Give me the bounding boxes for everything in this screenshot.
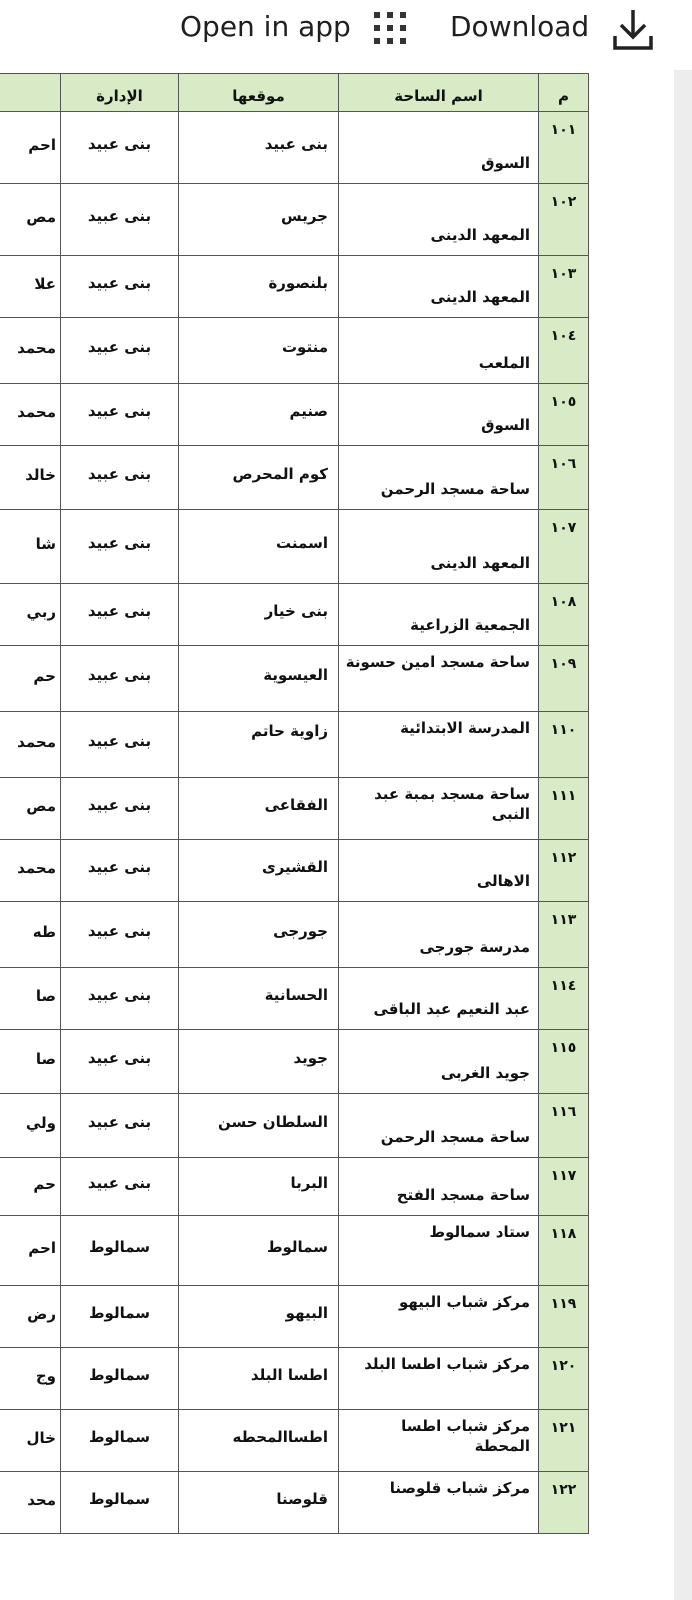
row-admin: بنى عبيد [61,1094,179,1158]
row-square-name: ساحة مسجد بمبة عبد النبى [339,778,539,840]
row-responsible: حم [0,1158,61,1216]
row-responsible: محمد [0,712,61,778]
table-row [0,968,589,1030]
row-admin: بنى عبيد [61,318,179,384]
row-number: ١٢٢ [539,1472,589,1534]
row-responsible: وج [0,1348,61,1410]
row-admin: بنى عبيد [61,840,179,902]
row-location: زاوية حاتم [179,712,339,778]
table-row [0,256,589,318]
row-admin: سمالوط [61,1410,179,1472]
row-square-name: السوق [339,384,539,446]
row-location: قلوصنا [179,1472,339,1534]
row-square-name: ساحة مسجد الرحمن [339,1094,539,1158]
row-responsible: ولي [0,1094,61,1158]
row-location: اطساالمحطه [179,1410,339,1472]
row-number: ١١٤ [539,968,589,1030]
row-square-name: مركز شباب قلوصنا [339,1472,539,1534]
viewer-scroll-gutter[interactable] [674,70,692,1600]
row-location: جورجى [179,902,339,968]
row-square-name: الاهالى [339,840,539,902]
table-row [0,646,589,712]
row-location: كوم المحرص [179,446,339,510]
row-location: بلنصورة [179,256,339,318]
table-row [0,318,589,384]
table-row [0,1094,589,1158]
table-row [0,1286,589,1348]
row-location: بنى عبيد [179,112,339,184]
row-responsible: محمد [0,840,61,902]
row-location: بنى خيار [179,584,339,646]
row-responsible: علا [0,256,61,318]
row-number: ١٠٦ [539,446,589,510]
row-responsible: محمد [0,384,61,446]
row-square-name: عبد النعيم عبد الباقى [339,968,539,1030]
table-row [0,840,589,902]
apps-grid-icon[interactable] [374,12,408,46]
row-number: ١١٨ [539,1216,589,1286]
row-admin: بنى عبيد [61,778,179,840]
table-row [0,584,589,646]
row-square-name: المعهد الدينى [339,256,539,318]
row-number: ١١٣ [539,902,589,968]
row-responsible: طه [0,902,61,968]
row-number: ١١٦ [539,1094,589,1158]
row-admin: بنى عبيد [61,968,179,1030]
row-square-name: مدرسة جورجى [339,902,539,968]
download-arrow-icon[interactable] [612,6,654,52]
row-number: ١٠٥ [539,384,589,446]
row-responsible: مص [0,184,61,256]
row-location: البربا [179,1158,339,1216]
row-number: ١١٧ [539,1158,589,1216]
table-row [0,712,589,778]
table-row [0,1410,589,1472]
row-responsible: محد [0,1472,61,1534]
row-responsible: صا [0,1030,61,1094]
row-admin: بنى عبيد [61,1158,179,1216]
row-location: اسمنت [179,510,339,584]
row-number: ١٢٠ [539,1348,589,1410]
row-number: ١١٢ [539,840,589,902]
row-responsible: شا [0,510,61,584]
header-extra [0,74,61,112]
row-admin: بنى عبيد [61,646,179,712]
header-admin: الإدارة [61,74,179,112]
table-row [0,446,589,510]
row-location: الحسانية [179,968,339,1030]
table-row [0,510,589,584]
row-square-name: السوق [339,112,539,184]
row-location: سمالوط [179,1216,339,1286]
row-admin: بنى عبيد [61,384,179,446]
row-admin: بنى عبيد [61,902,179,968]
row-number: ١٠٩ [539,646,589,712]
row-location: العيسوية [179,646,339,712]
row-location: الفقاعى [179,778,339,840]
header-num: م [539,74,589,112]
row-square-name: المدرسة الابتدائية [339,712,539,778]
squares-table [0,73,589,1534]
row-location: جويد [179,1030,339,1094]
row-number: ١٠١ [539,112,589,184]
row-number: ١٠٣ [539,256,589,318]
row-location: القشيرى [179,840,339,902]
table-row [0,1472,589,1534]
row-admin: بنى عبيد [61,1030,179,1094]
row-number: ١١٥ [539,1030,589,1094]
row-location: جريس [179,184,339,256]
row-admin: بنى عبيد [61,112,179,184]
row-square-name: مركز شباب البيهو [339,1286,539,1348]
table-row [0,1158,589,1216]
row-square-name: ساحة مسجد امين حسونة [339,646,539,712]
row-admin: بنى عبيد [61,256,179,318]
row-responsible: مص [0,778,61,840]
row-responsible: خالد [0,446,61,510]
row-number: ١١٩ [539,1286,589,1348]
row-square-name: الجمعية الزراعية [339,584,539,646]
row-square-name: مركز شباب اطسا المحطة [339,1410,539,1472]
header-location: موقعها [179,74,339,112]
row-square-name: جويد الغربى [339,1030,539,1094]
row-location: السلطان حسن [179,1094,339,1158]
table-row [0,1216,589,1286]
table-row [0,384,589,446]
row-location: منتوت [179,318,339,384]
row-location: البيهو [179,1286,339,1348]
row-admin: سمالوط [61,1286,179,1348]
row-responsible: حم [0,646,61,712]
row-responsible: خال [0,1410,61,1472]
row-admin: سمالوط [61,1216,179,1286]
row-admin: سمالوط [61,1472,179,1534]
row-admin: بنى عبيد [61,184,179,256]
table-row [0,778,589,840]
row-square-name: الملعب [339,318,539,384]
table-header-row [0,74,589,112]
row-location: اطسا البلد [179,1348,339,1410]
row-admin: بنى عبيد [61,712,179,778]
row-location: صنيم [179,384,339,446]
row-number: ١١١ [539,778,589,840]
open-in-app-link[interactable]: Open in app [180,10,351,43]
row-number: ١٠٤ [539,318,589,384]
row-admin: بنى عبيد [61,584,179,646]
row-admin: بنى عبيد [61,446,179,510]
row-admin: بنى عبيد [61,510,179,584]
table-row [0,1030,589,1094]
row-square-name: ساحة مسجد الفتح [339,1158,539,1216]
row-responsible: محمد [0,318,61,384]
row-square-name: ستاد سمالوط [339,1216,539,1286]
row-responsible: احم [0,112,61,184]
row-responsible: رض [0,1286,61,1348]
row-number: ١١٠ [539,712,589,778]
table-row [0,1348,589,1410]
header-name: اسم الساحة [339,74,539,112]
row-responsible: صا [0,968,61,1030]
download-button[interactable]: Download [450,10,590,43]
table-row [0,184,589,256]
row-responsible: ربي [0,584,61,646]
row-admin: سمالوط [61,1348,179,1410]
row-square-name: المعهد الدينى [339,510,539,584]
table-row [0,112,589,184]
row-square-name: ساحة مسجد الرحمن [339,446,539,510]
top-toolbar [0,0,692,60]
row-square-name: مركز شباب اطسا البلد [339,1348,539,1410]
row-square-name: المعهد الدينى [339,184,539,256]
table-body [0,112,589,1534]
row-number: ١٠٧ [539,510,589,584]
row-number: ١٠٨ [539,584,589,646]
row-responsible: احم [0,1216,61,1286]
row-number: ١٢١ [539,1410,589,1472]
row-number: ١٠٢ [539,184,589,256]
table-row [0,902,589,968]
